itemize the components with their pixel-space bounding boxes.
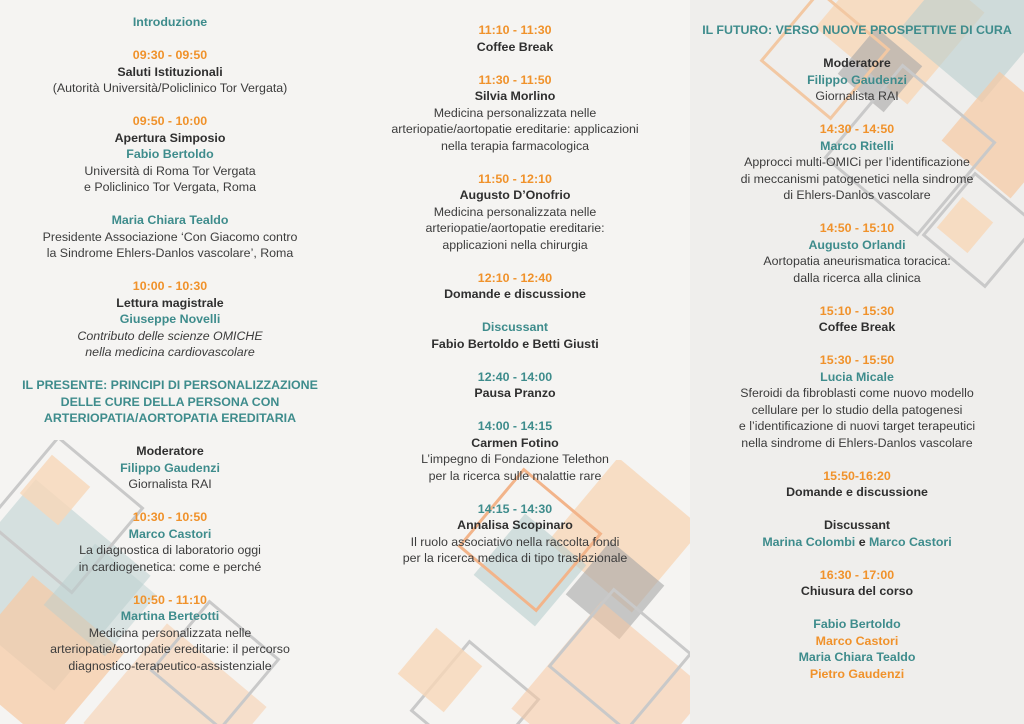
talk-title: e l’identificazione di nuovi target terapeutici	[738, 419, 976, 433]
talk-title: di meccanismi patogenetici nella sindrome	[740, 171, 974, 186]
section-heading: ARTERIOPATIA/AORTOPATIA EREDITARIA	[43, 411, 297, 425]
session-subtitle: (Autorità Università/Policlinico Tor Vergata)	[52, 81, 288, 95]
discussant-names: Fabio Bertoldo e Betti Giusti	[431, 336, 599, 351]
session-title: Domande e discussione	[444, 287, 586, 301]
speaker-name: Fabio Bertoldo	[126, 147, 214, 161]
session-title: Chiusura del corso	[800, 584, 914, 598]
session-time: 11:30 - 11:50	[478, 72, 552, 87]
talk-title: dalla ricerca alla clinica	[793, 270, 921, 285]
talk-title: nella sindrome di Ehlers-Danlos vascolare	[741, 435, 973, 450]
moderator-name: Filippo Gaudenzi	[120, 460, 220, 475]
speaker-name: Annalisa Scopinaro	[457, 518, 573, 532]
speaker-name: Carmen Fotino	[471, 435, 559, 450]
talk-title: La diagnostica di laboratorio oggi	[79, 543, 261, 557]
talk-title: Aortopatia aneurismatica toracica:	[763, 254, 951, 268]
talk-title: in cardiogenetica: come e perché	[78, 559, 262, 574]
program-column-1	[0, 0, 340, 724]
session-time: 12:40 - 14:00	[477, 369, 553, 384]
intro-heading: Introduzione	[132, 15, 208, 29]
session-time: 15:10 - 15:30	[819, 303, 895, 318]
program-column-3	[690, 0, 1024, 724]
closing-name: Pietro Gaudenzi	[809, 666, 905, 681]
talk-title: L’impegno di Fondazione Telethon	[421, 452, 609, 466]
speaker-name: Marco Ritelli	[820, 138, 894, 153]
talk-title: diagnostico-terapeutico-assistenziale	[68, 658, 272, 673]
speaker-name: Marco Castori	[128, 526, 212, 541]
discussant-name: Marina Colombi	[762, 534, 856, 549]
moderator-role: Giornalista RAI	[128, 477, 212, 491]
discussant-label: Discussant	[481, 320, 549, 334]
moderator-label: Moderatore	[136, 444, 204, 458]
session-time: 10:50 - 11:10	[133, 592, 207, 607]
speaker-name: Silvia Morlino	[474, 89, 556, 103]
session-time: 14:15 - 14:30	[477, 501, 553, 516]
speaker-name: Lucia Micale	[820, 369, 894, 384]
talk-title: applicazioni nella chirurgia	[442, 237, 588, 252]
speaker-affiliation: la Sindrome Ehlers-Danlos vascolare’, Roma	[46, 246, 294, 260]
speaker-name: Maria Chiara Tealdo	[111, 213, 229, 227]
talk-title: arteriopatie/aortopatie ereditarie: applicazioni	[391, 122, 639, 136]
session-time: 10:30 - 10:50	[132, 510, 208, 524]
speaker-name: Giuseppe Novelli	[119, 312, 221, 326]
speaker-name: Augusto D’Onofrio	[459, 188, 571, 202]
talk-title: Medicina personalizzata nelle	[433, 105, 597, 120]
talk-title: Contributo delle scienze OMICHE	[77, 328, 263, 343]
talk-title: Medicina personalizzata nelle	[433, 204, 597, 219]
discussant-names	[690, 534, 1024, 551]
session-time: 16:30 - 17:00	[819, 567, 895, 582]
session-time: 12:10 - 12:40	[477, 270, 553, 285]
talk-title: Sferoidi da fibroblasti come nuovo modello	[740, 386, 974, 400]
closing-name: Maria Chiara Tealdo	[798, 650, 916, 664]
session-title: Saluti Istituzionali	[117, 64, 223, 79]
talk-title: Medicina personalizzata nelle	[88, 625, 252, 640]
talk-title: nella terapia farmacologica	[440, 138, 590, 153]
speaker-name: Augusto Orlandi	[808, 237, 906, 252]
session-title: Pausa Pranzo	[474, 386, 556, 400]
session-title: Domande e discussione	[786, 485, 928, 499]
talk-title: di Ehlers-Danlos vascolare	[783, 188, 931, 202]
speaker-affiliation: e Policlinico Tor Vergata, Roma	[84, 180, 256, 194]
talk-title: arteriopatie/aortopatie ereditarie:	[425, 221, 605, 235]
talk-title: cellulare per lo studio della patogenesi	[751, 402, 963, 417]
discussant-conjunction: e	[855, 534, 870, 549]
moderator-label: Moderatore	[823, 56, 891, 70]
closing-name: Fabio Bertoldo	[813, 617, 901, 631]
session-time: 09:50 - 10:00	[132, 114, 208, 128]
talk-title: nella medicina cardiovascolare	[85, 345, 255, 359]
session-time: 15:50-16:20	[823, 468, 891, 483]
session-title: Coffee Break	[818, 320, 896, 334]
talk-title: Approcci multi-OMICi per l’identificazione	[744, 155, 970, 169]
session-time: 14:00 - 14:15	[477, 419, 553, 433]
session-title: Lettura magistrale	[116, 295, 224, 310]
talk-title: arteriopatie/aortopatie ereditarie: il percorso	[50, 642, 290, 656]
program-column-2	[340, 0, 690, 724]
session-time: 09:30 - 09:50	[132, 48, 208, 62]
speaker-affiliation: Presidente Associazione ‘Con Giacomo contro	[42, 229, 298, 244]
section-heading: IL FUTURO: VERSO NUOVE PROSPETTIVE DI CURA	[702, 23, 1012, 37]
session-title: Coffee Break	[476, 39, 554, 54]
session-title: Apertura Simposio	[114, 130, 226, 145]
session-time: 15:30 - 15:50	[819, 353, 895, 367]
discussant-label: Discussant	[823, 518, 891, 532]
moderator-role: Giornalista RAI	[815, 89, 899, 103]
session-time: 10:00 - 10:30	[132, 279, 208, 293]
section-heading: IL PRESENTE: PRINCIPI DI PERSONALIZZAZIONE	[22, 378, 318, 392]
session-time: 14:50 - 15:10	[819, 221, 895, 235]
talk-title: per la ricerca medica di tipo traslazionale	[402, 551, 628, 565]
speaker-affiliation: Università di Roma Tor Vergata	[84, 163, 256, 178]
session-time: 11:10 - 11:30	[478, 23, 552, 37]
closing-name: Marco Castori	[815, 633, 899, 648]
moderator-name: Filippo Gaudenzi	[807, 72, 907, 87]
session-time: 11:50 - 12:10	[478, 171, 552, 186]
section-heading: DELLE CURE DELLA PERSONA CON	[60, 394, 280, 409]
session-time: 14:30 - 14:50	[819, 122, 895, 136]
talk-title: per la ricerca sulle malattie rare	[428, 468, 602, 483]
discussant-name: Marco Castori	[869, 534, 952, 549]
speaker-name: Martina Berteotti	[120, 609, 220, 623]
talk-title: Il ruolo associativo nella raccolta fondi	[410, 534, 620, 549]
